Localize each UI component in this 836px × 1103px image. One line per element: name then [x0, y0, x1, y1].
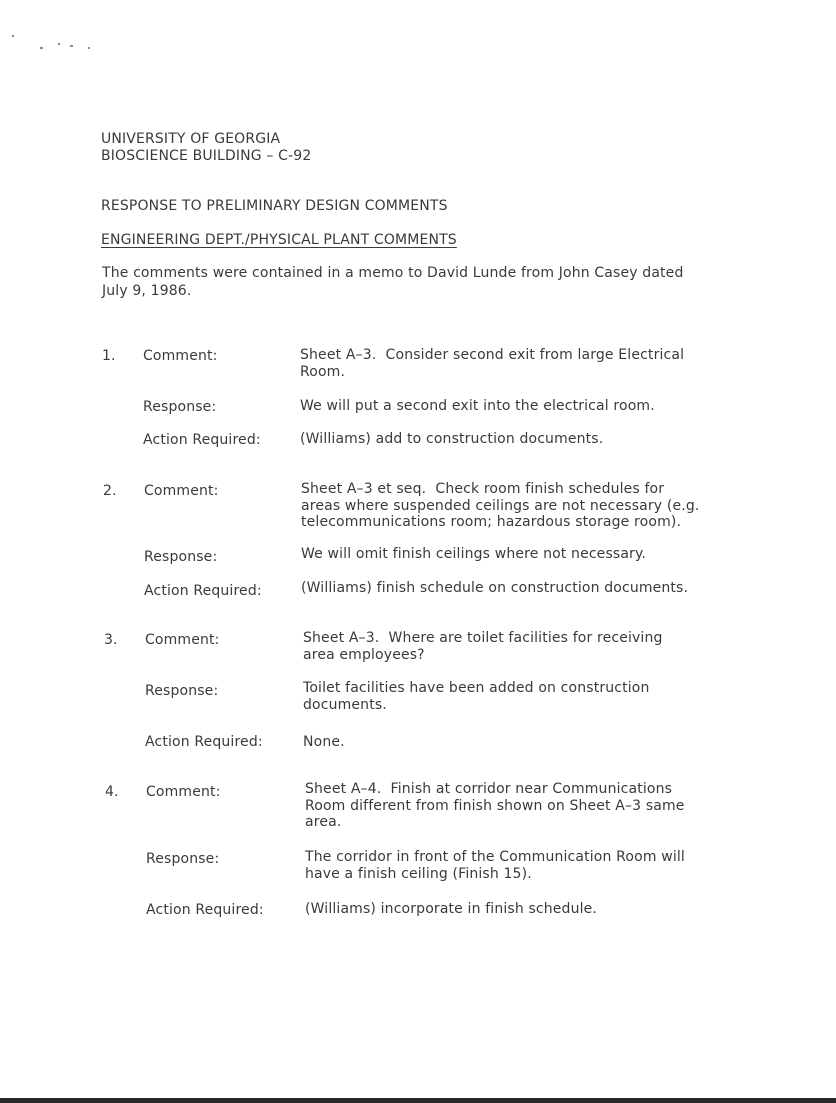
item-number: 1. — [102, 348, 116, 364]
action-text: (Williams) finish schedule on construction documents. — [301, 580, 689, 596]
header-line-2: BIOSCIENCE BUILDING – C-92 — [101, 148, 312, 164]
response-text: We will put a second exit into the electrical room. — [300, 398, 655, 414]
response-label: Response: — [143, 399, 217, 415]
intro-line-1: The comments were contained in a memo to David Lunde from John Casey dated — [102, 265, 684, 281]
scan-speck — [58, 43, 60, 45]
comment-text: Sheet A–4. Finish at corridor near Communications Room different from finish shown on Sheet A–3 same area. — [305, 781, 685, 830]
action-text: None. — [303, 734, 345, 750]
response-text: We will omit finish ceilings where not necessary. — [301, 546, 647, 562]
action-label: Action Required: — [145, 734, 263, 750]
comment-text: Sheet A–3. Consider second exit from large Electrical Room. — [300, 347, 685, 380]
item-number: 4. — [105, 784, 119, 800]
response-label: Response: — [146, 851, 220, 867]
response-text: Toilet facilities have been added on construction documents. — [303, 680, 650, 713]
action-label: Action Required: — [143, 432, 261, 448]
comment-text: Sheet A–3. Where are toilet facilities for receiving area employees? — [303, 630, 663, 663]
comment-label: Comment: — [143, 348, 218, 364]
header-line-1: UNIVERSITY OF GEORGIA — [101, 131, 281, 147]
comment-text: Sheet A–3 et seq. Check room finish schedules for areas where suspended ceilings are not necessary (e.g. telecommunications room; hazardous storage room). — [301, 481, 700, 530]
response-label: Response: — [144, 549, 218, 565]
scan-speck — [12, 35, 14, 37]
action-label: Action Required: — [146, 902, 264, 918]
scan-speck — [40, 47, 43, 49]
comment-label: Comment: — [145, 632, 220, 648]
response-text: The corridor in front of the Communication Room will have a finish ceiling (Finish 15). — [305, 849, 685, 882]
response-label: Response: — [145, 683, 219, 699]
document-title: RESPONSE TO PRELIMINARY DESIGN COMMENTS — [101, 198, 448, 214]
scan-speck — [70, 45, 73, 47]
scan-bottom-edge — [0, 1098, 836, 1103]
section-heading: ENGINEERING DEPT./PHYSICAL PLANT COMMENTS — [101, 232, 457, 248]
action-label: Action Required: — [144, 583, 262, 599]
intro-line-2: July 9, 1986. — [102, 283, 192, 299]
action-text: (Williams) add to construction documents. — [300, 431, 604, 447]
item-number: 3. — [104, 632, 118, 648]
comment-label: Comment: — [146, 784, 221, 800]
comment-label: Comment: — [144, 483, 219, 499]
item-number: 2. — [103, 483, 117, 499]
action-text: (Williams) incorporate in finish schedule. — [305, 901, 598, 917]
scan-speck — [88, 47, 90, 49]
